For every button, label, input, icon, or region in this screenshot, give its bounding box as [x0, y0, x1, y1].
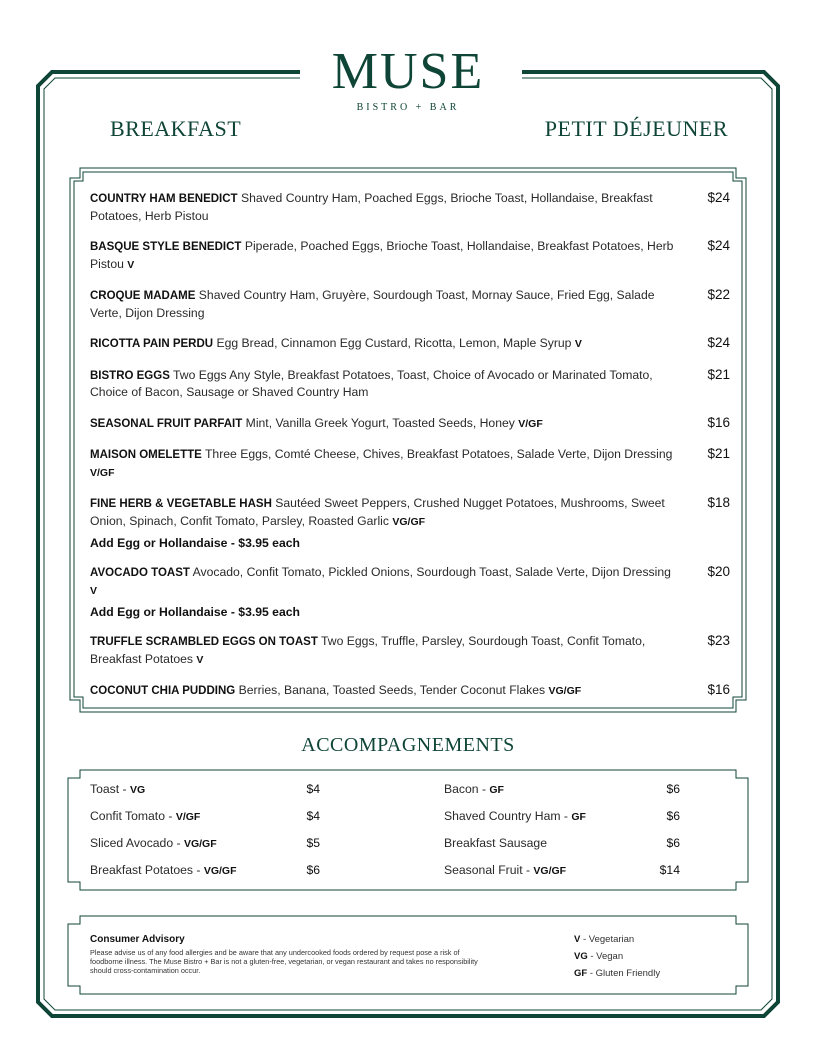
- heading-petit-dejeuner: PETIT DÉJEUNER: [544, 116, 728, 141]
- accompaniment-price: $4: [306, 809, 320, 823]
- menu-item-name: COUNTRY HAM BENEDICT: [90, 193, 238, 205]
- breakfast-menu: [90, 190, 730, 714]
- accompaniment-item: [444, 782, 680, 809]
- menu-item-price: $16: [707, 682, 730, 697]
- diet-tag: VG/GF: [183, 838, 217, 850]
- legend-item: [574, 968, 734, 985]
- menu-item-price: $21: [707, 366, 730, 382]
- accompaniment-name: Bacon -: [444, 782, 490, 796]
- advisory-title: Consumer Advisory: [90, 934, 185, 945]
- legend-code: VG: [574, 951, 588, 962]
- menu-item-name: BASQUE STYLE BENEDICT: [90, 241, 242, 253]
- diet-tag: V: [90, 584, 98, 597]
- menu-item-name: COCONUT CHIA PUDDING: [90, 685, 236, 697]
- diet-tag: GF: [489, 784, 504, 796]
- menu-item-description: Three Eggs, Comté Cheese, Chives, Breakfast Potatoes, Salade Verte, Dijon Dressing: [201, 447, 673, 461]
- accompaniment-item: [90, 836, 320, 863]
- accompaniment-item: [444, 809, 680, 836]
- menu-item: [90, 633, 730, 668]
- menu-item-description: Sautéed Sweet Peppers, Crushed Nugget Potatoes, Mushrooms, Sweet Onion, Spinach, Confit Tomato, Parsley, Roasted Garlic: [90, 496, 665, 528]
- menu-item-description: Piperade, Poached Eggs, Brioche Toast, Hollandaise, Breakfast Potatoes, Herb Pistou: [90, 239, 674, 271]
- diet-tag: V/GF: [90, 466, 115, 479]
- menu-item: [90, 335, 730, 353]
- legend-item: [574, 951, 734, 968]
- diet-tag: VG/GF: [392, 515, 426, 528]
- menu-item-price: $20: [707, 564, 730, 579]
- accompaniment-item: [444, 863, 680, 890]
- accompaniment-name: Seasonal Fruit -: [444, 863, 534, 877]
- accompaniment-price: $4: [306, 782, 320, 796]
- accompaniment-price: $5: [306, 836, 320, 850]
- accompaniment-price: $14: [659, 863, 680, 877]
- menu-item: [90, 495, 730, 550]
- menu-item: [90, 367, 730, 401]
- advisory-text: Please advise us of any food allergies and be aware that any undercooked foods ordered by request pose a risk of foodborne illness. The Muse Bistro + Bar is not a gluten-free, vegetarian, or vegan restaurant and takes no responsibility should cross-contamination occur.: [90, 948, 478, 975]
- menu-item: [90, 682, 730, 700]
- accompaniment-price: $6: [666, 836, 680, 850]
- accompaniment-name: Sliced Avocado -: [90, 836, 184, 850]
- menu-item-price: $22: [707, 287, 730, 302]
- legend-code: GF: [574, 968, 588, 979]
- diet-tag: V/GF: [518, 417, 543, 430]
- menu-item-addon: Add Egg or Hollandaise - $3.95 each: [90, 536, 300, 550]
- brand-logo: [318, 44, 498, 122]
- menu-item: [90, 415, 730, 433]
- menu-item-price: $18: [707, 495, 730, 510]
- accompaniment-name: Breakfast Sausage: [444, 836, 547, 850]
- menu-item-description: Two Eggs Any Style, Breakfast Potatoes, Toast, Choice of Avocado or Marinated Tomato, Choice of Bacon, Sausage or Shaved Country Ham: [90, 367, 653, 399]
- menu-item-description: Shaved Country Ham, Poached Eggs, Brioche Toast, Hollandaise, Breakfast Potatoes, Herb Pistou: [90, 191, 653, 223]
- legend-label: - Vegan: [587, 951, 624, 962]
- consumer-advisory: [90, 934, 490, 975]
- menu-item-description: Avocado, Confit Tomato, Pickled Onions, Sourdough Toast, Salade Verte, Dijon Dressing: [189, 565, 671, 579]
- menu-item-price: $24: [707, 238, 730, 253]
- diet-tag: V/GF: [175, 811, 201, 823]
- menu-item-name: FINE HERB & VEGETABLE HASH: [90, 498, 272, 510]
- menu-item-description: Berries, Banana, Toasted Seeds, Tender Coconut Flakes: [235, 683, 549, 697]
- menu-item-name: BISTRO EGGS: [90, 369, 170, 382]
- menu-item-name: MAISON OMELETTE: [90, 449, 202, 461]
- diet-tag: VG/GF: [533, 865, 567, 877]
- menu-item-addon: Add Egg or Hollandaise - $3.95 each: [90, 605, 300, 619]
- accompaniment-item: [90, 809, 320, 836]
- accompaniments-left-column: [90, 782, 320, 890]
- diet-tag: V: [574, 338, 582, 350]
- diet-tag: V: [127, 258, 135, 271]
- legend-label: - Gluten Friendly: [587, 968, 661, 979]
- menu-item-price: $24: [707, 190, 730, 205]
- diet-tag: VG: [129, 784, 146, 796]
- accompaniment-name: Confit Tomato -: [90, 809, 176, 823]
- brand-name: MUSE: [331, 43, 485, 100]
- accompaniment-name: Breakfast Potatoes -: [90, 863, 204, 877]
- menu-item: [90, 287, 730, 321]
- accompaniment-name: Shaved Country Ham -: [444, 809, 572, 823]
- accompaniment-item: [90, 782, 320, 809]
- menu-item-price: $24: [707, 335, 730, 350]
- legend-code: V: [574, 934, 581, 945]
- menu-item-description: Mint, Vanilla Greek Yogurt, Toasted Seeds, Honey: [242, 415, 519, 430]
- accompaniment-name: Toast -: [90, 782, 130, 796]
- diet-tag: VG/GF: [203, 865, 237, 877]
- menu-item-description: Two Eggs, Truffle, Parsley, Sourdough Toast, Confit Tomato, Breakfast Potatoes: [90, 634, 646, 666]
- menu-item-price: $23: [707, 633, 730, 648]
- menu-item-price: $21: [707, 446, 730, 461]
- accompaniments-right-column: [444, 782, 680, 890]
- menu-item: [90, 564, 730, 619]
- accompaniment-price: $6: [306, 863, 320, 877]
- menu-item-name: AVOCADO TOAST: [90, 567, 190, 579]
- accompaniment-price: $6: [666, 809, 680, 823]
- menu-item-description: Shaved Country Ham, Gruyère, Sourdough Toast, Mornay Sauce, Fried Egg, Salade Verte, Dijon Dressing: [90, 288, 655, 320]
- menu-item: [90, 446, 730, 481]
- heading-breakfast: BREAKFAST: [110, 116, 242, 141]
- diet-tag: V: [196, 653, 204, 666]
- brand-subtitle: BISTRO + BAR: [356, 102, 460, 113]
- menu-item-name: RICOTTA PAIN PERDU: [90, 338, 214, 350]
- accompaniment-price: $6: [666, 782, 680, 796]
- diet-legend: [574, 934, 734, 985]
- accompaniment-item: [90, 863, 320, 890]
- legend-label: - Vegetarian: [580, 934, 635, 945]
- menu-item: [90, 238, 730, 273]
- menu-item-price: $16: [707, 414, 730, 430]
- menu-item-description: Egg Bread, Cinnamon Egg Custard, Ricotta, Lemon, Maple Syrup: [213, 336, 575, 350]
- legend-item: [574, 934, 734, 951]
- menu-item-name: TRUFFLE SCRAMBLED EGGS ON TOAST: [90, 636, 318, 648]
- accompaniments-title: ACCOMPAGNEMENTS: [301, 734, 515, 756]
- menu-item-name: CROQUE MADAME: [90, 290, 196, 302]
- menu-item: [90, 190, 730, 224]
- diet-tag: VG/GF: [548, 685, 582, 697]
- accompaniment-item: [444, 836, 680, 863]
- diet-tag: GF: [571, 811, 586, 823]
- menu-item-name: SEASONAL FRUIT PARFAIT: [90, 417, 243, 430]
